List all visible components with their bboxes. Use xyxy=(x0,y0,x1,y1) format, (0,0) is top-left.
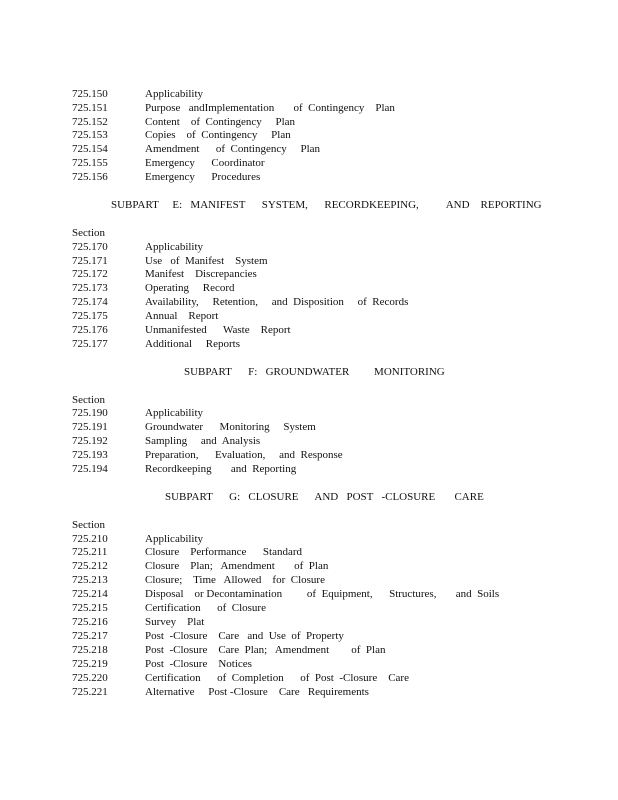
section-title: Applicability xyxy=(145,533,204,545)
section-number: 725.177 xyxy=(72,338,108,350)
section-title: Emergency Coordinator xyxy=(145,157,265,169)
section-number: 725.192 xyxy=(72,435,108,447)
section-title: Recordkeeping and Reporting xyxy=(145,463,297,475)
section-number: 725.217 xyxy=(72,630,108,642)
section-title: Closure; Time Allowed for Closure xyxy=(145,574,325,586)
section-number: 725.193 xyxy=(72,449,108,461)
section-number: 725.221 xyxy=(72,686,108,698)
section-title: Content of Contingency Plan xyxy=(145,116,296,128)
section-number: 725.220 xyxy=(72,672,108,684)
section-number: 725.191 xyxy=(72,421,108,433)
section-title: Post -Closure Care and Use of Property xyxy=(145,630,344,642)
section-number: 725.175 xyxy=(72,310,108,322)
section-number: 725.155 xyxy=(72,157,108,169)
section-number: 725.153 xyxy=(72,129,108,141)
section-title: Closure Performance Standard xyxy=(145,546,303,558)
section-title: Certification of Closure xyxy=(145,602,266,614)
section-title: Copies of Contingency Plan xyxy=(145,129,291,141)
section-title: Post -Closure Notices xyxy=(145,658,252,670)
section-title: Emergency Procedures xyxy=(145,171,261,183)
section-title: Purpose andImplementation of Contingency Plan xyxy=(145,102,395,114)
subpart-heading-e: SUBPART E: MANIFEST SYSTEM, RECORDKEEPING, AND REPORTING xyxy=(111,199,542,211)
section-number: 725.215 xyxy=(72,602,108,614)
section-title: Alternative Post -Closure Care Requirements xyxy=(145,686,369,698)
section-label: Section xyxy=(72,519,105,531)
section-number: 725.154 xyxy=(72,143,108,155)
section-number: 725.176 xyxy=(72,324,108,336)
section-title: Unmanifested Waste Report xyxy=(145,324,291,336)
section-number: 725.171 xyxy=(72,255,108,267)
section-title: Post -Closure Care Plan; Amendment of Plan xyxy=(145,644,386,656)
section-number: 725.219 xyxy=(72,658,108,670)
section-title: Closure Plan; Amendment of Plan xyxy=(145,560,329,572)
section-number: 725.152 xyxy=(72,116,108,128)
section-number: 725.216 xyxy=(72,616,108,628)
section-label: Section xyxy=(72,394,105,406)
section-title: Amendment of Contingency Plan xyxy=(145,143,321,155)
section-number: 725.210 xyxy=(72,533,108,545)
section-number: 725.173 xyxy=(72,282,108,294)
section-title: Applicability xyxy=(145,88,204,100)
section-title: Survey Plat xyxy=(145,616,205,628)
section-number: 725.151 xyxy=(72,102,108,114)
section-title: Applicability xyxy=(145,241,204,253)
section-number: 725.194 xyxy=(72,463,108,475)
section-title: Certification of Completion of Post -Closure Care xyxy=(145,672,409,684)
section-title: Sampling and Analysis xyxy=(145,435,261,447)
section-label: Section xyxy=(72,227,105,239)
section-title: Preparation, Evaluation, and Response xyxy=(145,449,343,461)
subpart-heading-g: SUBPART G: CLOSURE AND POST -CLOSURE CARE xyxy=(165,491,484,503)
section-number: 725.218 xyxy=(72,644,108,656)
section-number: 725.170 xyxy=(72,241,108,253)
section-title: Operating Record xyxy=(145,282,235,294)
section-number: 725.214 xyxy=(72,588,108,600)
section-title: Additional Reports xyxy=(145,338,241,350)
section-title: Groundwater Monitoring System xyxy=(145,421,316,433)
section-number: 725.172 xyxy=(72,268,108,280)
section-number: 725.156 xyxy=(72,171,108,183)
section-title: Applicability xyxy=(145,407,204,419)
section-number: 725.174 xyxy=(72,296,108,308)
section-title: Use of Manifest System xyxy=(145,255,268,267)
section-number: 725.150 xyxy=(72,88,108,100)
section-title: Disposal or Decontamination of Equipment, Structures, and Soils xyxy=(145,588,500,600)
section-title: Annual Report xyxy=(145,310,219,322)
section-number: 725.212 xyxy=(72,560,108,572)
section-title: Manifest Discrepancies xyxy=(145,268,257,280)
subpart-heading-f: SUBPART F: GROUNDWATER MONITORING xyxy=(184,366,445,378)
section-number: 725.211 xyxy=(72,546,108,558)
section-number: 725.213 xyxy=(72,574,108,586)
section-title: Availability, Retention, and Disposition of Records xyxy=(145,296,409,308)
section-number: 725.190 xyxy=(72,407,108,419)
